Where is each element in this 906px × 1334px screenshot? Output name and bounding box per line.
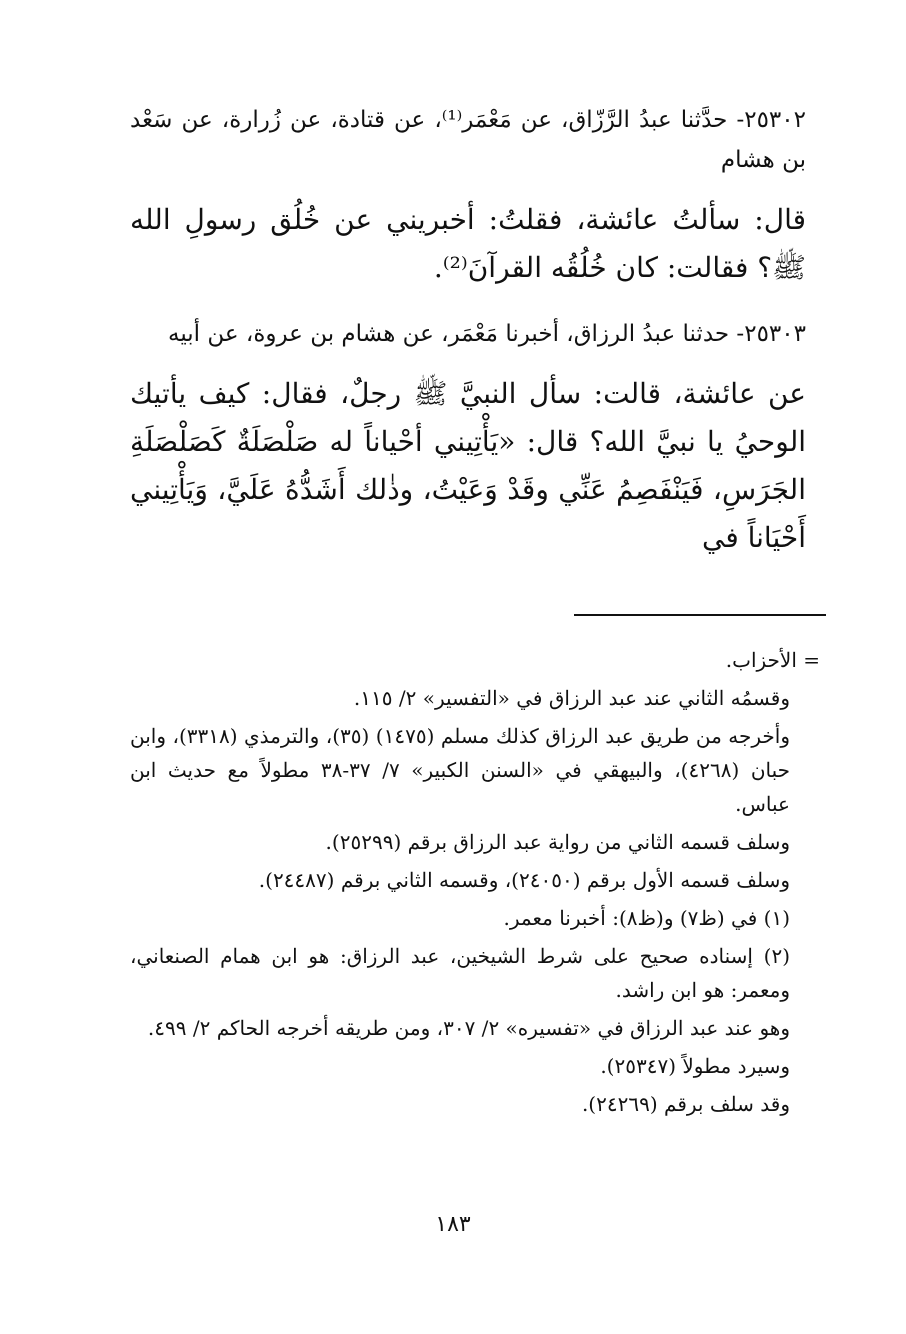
footnote-line: وسيرد مطولاً (٢٥٣٤٧).: [600, 1054, 790, 1078]
footnote-line: (١) في (ظ٧) و(ظ٨): أخبرنا معمر.: [503, 906, 790, 930]
footnotes: [130, 643, 820, 1125]
footnote-line: وقد سلف برقم (٢٤٢٦٩).: [581, 1092, 790, 1116]
hadith-matn: قال: سألتُ عائشة، فقلتُ: أخبريني عن خُلُق رسولِ الله ﷺ؟ فقالت: كان خُلُقُه القرآنَ⁽²⁾.: [130, 203, 806, 284]
footnote-line: وأخرجه من طريق عبد الرزاق كذلك مسلم (١٤٧٥) (٣٥)، والترمذي (٣٣١٨)، وابن حبان (٤٢٦٨)، والبيهقي في «السنن الكبير» ٧/ ٣٧-٣٨ مطولاً مع حديث ابن عباس.: [130, 724, 791, 816]
footnote-line: وهو عند عبد الرزاق في «تفسيره» ٢/ ٣٠٧، ومن طريقه أخرجه الحاكم ٢/ ٤٩٩.: [147, 1016, 790, 1040]
footnote-line: وقسمُه الثاني عند عبد الرزاق في «التفسير» ٢/ ١١٥.: [353, 686, 790, 710]
footnote-line: = الأحزاب.: [725, 648, 820, 672]
main-text: [130, 100, 806, 584]
footnote-line: وسلف قسمه الأول برقم (٢٤٠٥٠)، وقسمه الثاني برقم (٢٤٤٨٧).: [258, 868, 790, 892]
footnote-line: وسلف قسمه الثاني من رواية عبد الرزاق برقم (٢٥٢٩٩).: [325, 830, 790, 854]
page-number: ١٨٣: [435, 1212, 471, 1237]
hadith-matn: عن عائشة، قالت: سأل النبيَّ ﷺ رجلٌ، فقال: كيف يأتيك الوحيُ يا نبيَّ الله؟ قال: «يَأْتِيني أحْياناً له صَلْصَلَةٌ كَصَلْصَلَةِ الجَرَسِ، فَيَنْفَصِمُ عَنِّي وقَدْ وَعَيْتُ، وذٰلك أَشَدُّهُ عَلَيَّ، وَيَأْتِيني أَحْيَاناً في: [130, 377, 806, 554]
hadith-isnad: ٢٥٣٠٣- حدثنا عبدُ الرزاق، أخبرنا مَعْمَر، عن هشام بن عروة، عن أبيه: [167, 321, 806, 347]
footnote-line: (٢) إسناده صحيح على شرط الشيخين، عبد الرزاق: هو ابن همام الصنعاني، ومعمر: هو ابن راشد.: [130, 944, 790, 1002]
hadith-isnad: ٢٥٣٠٢- حدَّثنا عبدُ الرَّزّاق، عن مَعْمَر⁽¹⁾، عن قتادة، عن زُرارة، عن سَعْد بن هشام: [130, 107, 806, 173]
footnote-divider: [574, 614, 826, 616]
